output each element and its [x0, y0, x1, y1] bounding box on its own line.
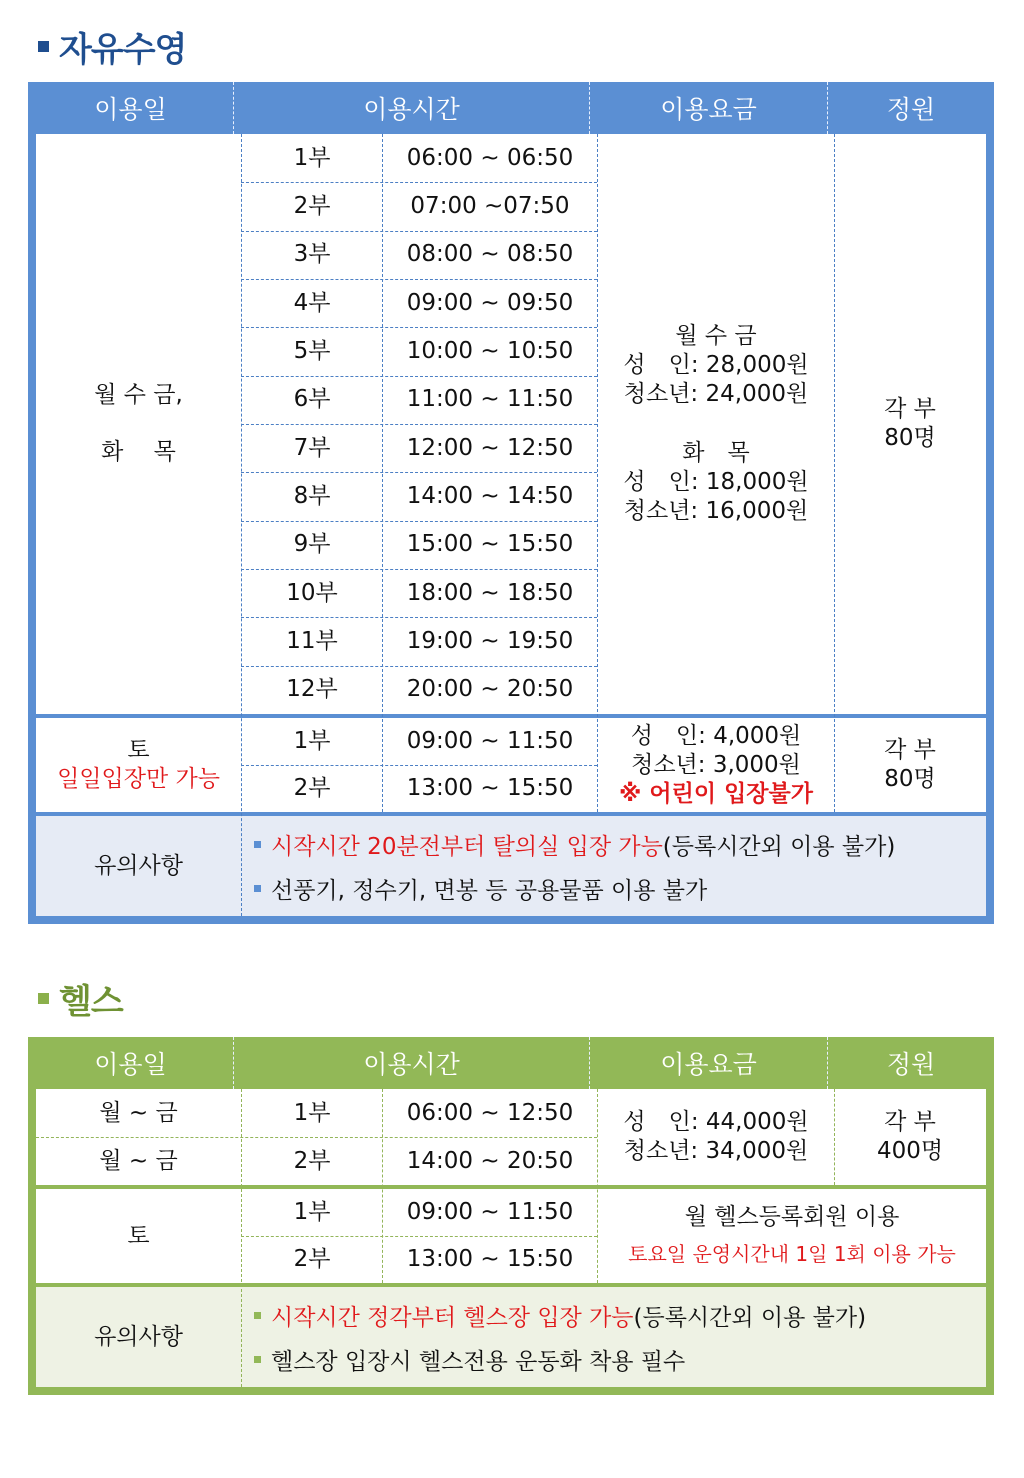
saturday-days-cell	[36, 718, 241, 812]
square-bullet-icon	[38, 993, 49, 1004]
square-bullet-icon	[254, 841, 261, 848]
sat-fee-note: ※ 어린이 입장불가	[619, 780, 813, 807]
row-divider	[241, 666, 597, 667]
gym-saturday-cell: 토	[127, 1222, 150, 1249]
gym-table-header	[28, 1037, 994, 1089]
session-part: 6부	[293, 386, 331, 413]
swim-section-title	[38, 22, 186, 71]
header-time: 이용시간	[233, 82, 589, 134]
row-divider	[241, 472, 597, 473]
note-item-2	[254, 1341, 685, 1377]
session-time: 18:00 ~ 18:50	[406, 579, 574, 606]
note-item-2	[254, 870, 707, 906]
row-divider	[241, 617, 597, 618]
session-part: 8부	[293, 482, 331, 509]
session-part: 1부	[293, 728, 331, 754]
session-part: 11부	[286, 627, 338, 654]
square-bullet-icon	[254, 1356, 261, 1363]
saturday-note: 일일입장만 가능	[57, 766, 220, 792]
gym-table-body	[36, 1089, 986, 1387]
day-label: 월 ~ 금	[99, 1099, 178, 1126]
sat-fee-adult: 성 인: 4,000원	[630, 722, 802, 749]
capacity-line2: 80명	[884, 425, 936, 451]
row-divider	[241, 231, 597, 232]
weekday-days-line2: 화 목	[101, 439, 176, 465]
session-time: 07:00 ~07:50	[410, 192, 570, 219]
column-divider	[597, 134, 598, 812]
session-part: 1부	[293, 1099, 331, 1126]
session-time: 11:00 ~ 11:50	[406, 386, 574, 413]
session-time: 06:00 ~ 06:50	[406, 144, 574, 171]
session-part: 2부	[293, 1147, 331, 1174]
note-item-1	[254, 1297, 866, 1333]
session-part: 2부	[293, 192, 331, 219]
notes-label: 유의사항	[94, 1323, 183, 1350]
fee-tt-title: 화 목	[682, 440, 750, 466]
weekday-days-line1: 월 수 금,	[94, 382, 183, 408]
notes-label: 유의사항	[94, 852, 183, 879]
saturday-fee-cell	[598, 718, 834, 812]
session-time: 09:00 ~ 09:50	[406, 289, 574, 316]
session-time: 10:00 ~ 10:50	[406, 337, 574, 364]
row-divider	[241, 521, 597, 522]
column-divider	[382, 1089, 383, 1283]
row-divider	[241, 279, 597, 280]
fee-mwf-youth: 청소년: 24,000원	[623, 381, 809, 407]
gym-sat-info: 월 헬스등록회원 이용	[684, 1204, 900, 1230]
session-time: 20:00 ~ 20:50	[406, 676, 574, 703]
session-time: 19:00 ~ 19:50	[406, 627, 574, 654]
session-part: 1부	[293, 144, 331, 171]
session-part: 1부	[293, 1199, 331, 1225]
header-days: 이용일	[94, 95, 167, 124]
gym-fee-adult: 성 인: 44,000원	[623, 1109, 809, 1135]
gym-capacity-line1: 각 부	[884, 1109, 936, 1135]
session-part: 10부	[286, 579, 338, 606]
note1-rest: (등록시간외 이용 불가)	[633, 1304, 867, 1331]
gym-title-text: 헬스	[59, 982, 123, 1022]
session-part: 2부	[293, 775, 331, 801]
saturday-label: 토	[127, 737, 150, 763]
session-time: 09:00 ~ 11:50	[406, 1199, 574, 1225]
column-divider	[241, 1089, 242, 1387]
fee-tt-adult: 성 인: 18,000원	[623, 469, 809, 495]
row-divider	[241, 424, 597, 425]
square-bullet-icon	[38, 41, 49, 52]
gym-capacity-line2: 400명	[876, 1138, 944, 1164]
weekday-days-cell	[36, 134, 241, 714]
session-time: 12:00 ~ 12:50	[406, 434, 574, 461]
session-part: 3부	[293, 241, 331, 268]
swim-table	[28, 82, 994, 924]
saturday-capacity-cell	[834, 718, 986, 812]
gym-sat-info-red: 토요일 운영시간내 1일 1회 이용 가능	[628, 1242, 956, 1266]
gym-section-title	[38, 974, 123, 1023]
fee-mwf-title: 월 수 금	[675, 323, 757, 349]
session-time: 06:00 ~ 12:50	[406, 1099, 574, 1126]
gym-table	[28, 1037, 994, 1395]
weekday-fee-cell	[598, 134, 834, 714]
row-divider	[241, 182, 597, 183]
session-time: 14:00 ~ 20:50	[406, 1147, 574, 1174]
gym-saturday-info-cell	[598, 1189, 986, 1283]
session-part: 5부	[293, 337, 331, 364]
note2-text: 헬스장 입장시 헬스전용 운동화 착용 필수	[271, 1348, 686, 1375]
session-part: 12부	[286, 676, 338, 703]
header-capacity: 정원	[827, 1037, 994, 1089]
gym-capacity-cell	[834, 1089, 986, 1185]
row-divider	[241, 765, 597, 766]
session-part: 4부	[293, 289, 331, 316]
sat-fee-youth: 청소년: 3,000원	[631, 751, 801, 778]
session-time: 13:00 ~ 15:50	[406, 1246, 574, 1272]
session-time: 13:00 ~ 15:50	[406, 775, 574, 801]
capacity-line1: 각 부	[884, 396, 936, 422]
note1-highlight: 시작시간 20분전부터 탈의실 입장 가능	[271, 833, 663, 860]
session-part: 2부	[293, 1246, 331, 1272]
session-part: 9부	[293, 531, 331, 558]
header-fee: 이용요금	[589, 82, 827, 134]
header-fee: 이용요금	[589, 1037, 827, 1089]
swim-title-text: 자유수영	[59, 30, 187, 70]
row-divider	[241, 569, 597, 570]
session-time: 15:00 ~ 15:50	[406, 531, 574, 558]
column-divider	[241, 134, 242, 916]
column-divider	[834, 1089, 835, 1185]
column-divider	[382, 134, 383, 812]
fee-tt-youth: 청소년: 16,000원	[623, 498, 809, 524]
fee-mwf-adult: 성 인: 28,000원	[623, 352, 809, 378]
row-divider	[241, 376, 597, 377]
note1-highlight: 시작시간 정각부터 헬스장 입장 가능	[271, 1304, 634, 1331]
swim-table-header	[28, 82, 994, 134]
session-time: 08:00 ~ 08:50	[406, 241, 574, 268]
gym-fee-cell	[598, 1089, 834, 1185]
session-time: 09:00 ~ 11:50	[406, 728, 574, 754]
sat-capacity-line2: 80명	[884, 766, 936, 792]
column-divider	[597, 1089, 598, 1283]
square-bullet-icon	[254, 885, 261, 892]
session-part: 7부	[293, 434, 331, 461]
note2-text: 선풍기, 정수기, 면봉 등 공용물품 이용 불가	[271, 877, 708, 904]
header-capacity: 정원	[827, 82, 994, 134]
header-days: 이용일	[94, 1050, 167, 1079]
day-label: 월 ~ 금	[99, 1147, 178, 1174]
weekday-capacity-cell	[834, 134, 986, 714]
note1-rest: (등록시간외 이용 불가)	[662, 833, 896, 860]
gym-fee-youth: 청소년: 34,000원	[623, 1138, 809, 1164]
row-divider	[36, 1137, 597, 1138]
sat-capacity-line1: 각 부	[884, 737, 936, 763]
session-time: 14:00 ~ 14:50	[406, 482, 574, 509]
swim-table-body	[36, 134, 986, 916]
row-divider	[241, 327, 597, 328]
row-divider	[241, 1236, 597, 1237]
note-item-1	[254, 826, 895, 862]
column-divider	[834, 134, 835, 812]
header-time: 이용시간	[233, 1037, 589, 1089]
square-bullet-icon	[254, 1312, 261, 1319]
